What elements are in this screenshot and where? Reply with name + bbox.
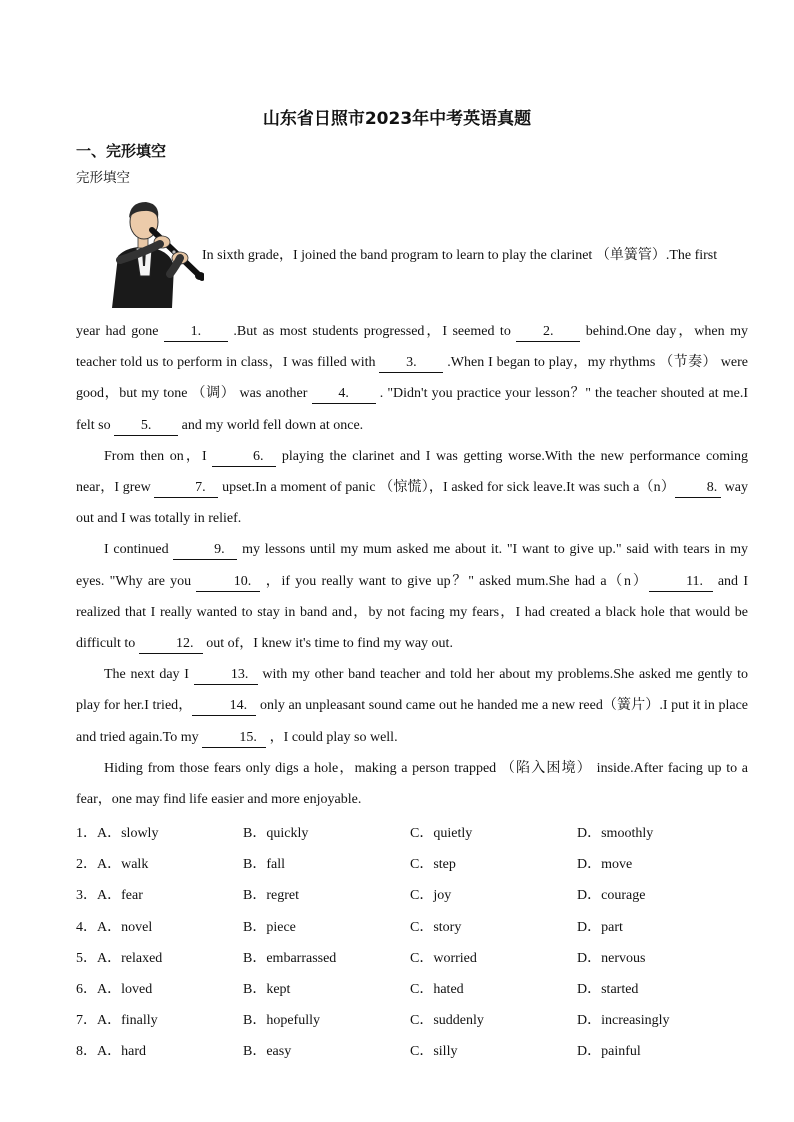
passage-text: ，if you really want to give up？" asked mum.She had a（n） xyxy=(260,573,649,589)
option-a[interactable]: 1．A．slowly xyxy=(76,826,159,841)
option-c[interactable]: C．step xyxy=(410,857,456,873)
blank-10[interactable]: 10. xyxy=(196,573,260,592)
passage-text: and my world fell down at once. xyxy=(178,417,364,433)
option-row xyxy=(76,1003,756,1034)
passage-text: . "Didn't you practice your lesson？" the teacher shouted at me.I felt so xyxy=(76,386,749,433)
option-row xyxy=(76,878,756,909)
passage-text: ，I could play so well. xyxy=(266,729,398,745)
passage-text: upset.In a moment of panic （惊慌），I asked for sick leave.It was such a（n） xyxy=(218,480,675,496)
blank-7[interactable]: 7. xyxy=(154,479,218,498)
option-b[interactable]: B．regret xyxy=(243,888,299,904)
option-row xyxy=(76,941,756,972)
passage-text: From then on，I xyxy=(104,448,213,464)
paragraph-5: Hiding from those fears only digs a hole，making a person trapped （陷入困境） inside.After facing up to a fear，one may find life easier and more enjoyable. xyxy=(76,760,748,808)
section-heading: 一、完形填空 xyxy=(76,142,167,160)
option-d[interactable]: D．courage xyxy=(577,888,646,904)
option-row xyxy=(76,1034,756,1065)
option-row xyxy=(76,972,756,1003)
passage-text: behind.One day，when my teacher told us to perform in class，I was filled with xyxy=(76,324,748,371)
passage-intro-line: In sixth grade，I joined the band program to learn to play the clarinet （单簧管）.The first xyxy=(202,248,718,263)
option-a[interactable]: 8．A．hard xyxy=(76,1044,146,1060)
blank-5[interactable]: 5. xyxy=(114,417,178,436)
blank-6[interactable]: 6. xyxy=(212,448,276,467)
passage-text: way out and I was totally in relief. xyxy=(76,480,748,527)
blank-12[interactable]: 12. xyxy=(139,635,203,654)
option-c[interactable]: C．worried xyxy=(410,950,477,966)
option-b[interactable]: B．quickly xyxy=(243,826,309,841)
page-title: 山东省日照市2023年中考英语真题 xyxy=(262,109,532,129)
option-d[interactable]: D．nervous xyxy=(577,950,646,966)
blank-13[interactable]: 13. xyxy=(194,666,258,685)
blank-1[interactable]: 1. xyxy=(164,323,228,342)
option-c[interactable]: C．suddenly xyxy=(410,1013,484,1029)
option-b[interactable]: B．easy xyxy=(243,1044,292,1060)
answer-options xyxy=(76,816,756,1066)
blank-14[interactable]: 14. xyxy=(192,697,256,716)
option-c[interactable]: C．story xyxy=(410,919,462,935)
passage-text: .But as most students progressed，I seemed to xyxy=(227,324,517,339)
option-row xyxy=(76,910,756,941)
blank-15[interactable]: 15. xyxy=(202,729,266,748)
option-d[interactable]: D．started xyxy=(577,981,639,997)
option-row xyxy=(76,816,756,847)
passage-text: year had gone xyxy=(76,324,164,339)
option-a[interactable]: 4．A．novel xyxy=(76,919,153,935)
section-subheading: 完形填空 xyxy=(76,170,130,186)
paragraph-3 xyxy=(76,534,748,659)
option-d[interactable]: D．smoothly xyxy=(577,826,654,841)
cloze-passage xyxy=(76,316,748,815)
option-c[interactable]: C．silly xyxy=(410,1044,458,1060)
passage-text: I continued xyxy=(104,542,174,558)
option-a[interactable]: 6．A．loved xyxy=(76,981,153,997)
option-c[interactable]: C．hated xyxy=(410,981,464,997)
option-row xyxy=(76,847,756,878)
option-b[interactable]: B．embarrassed xyxy=(243,950,337,966)
paragraph-1 xyxy=(76,316,748,441)
option-d[interactable]: D．move xyxy=(577,857,633,873)
passage-text: with my other band teacher and told her about my problems.She asked me gently to play for her.I tried， xyxy=(76,667,748,714)
blank-2[interactable]: 2. xyxy=(516,323,580,342)
option-b[interactable]: B．hopefully xyxy=(243,1013,320,1029)
option-b[interactable]: B．kept xyxy=(243,981,291,997)
passage-text: and I realized that I really wanted to stay in band and，by not facing my fears，I had created a black hole that would be difficult to xyxy=(76,573,748,652)
option-b[interactable]: B．fall xyxy=(243,857,285,873)
option-a[interactable]: 2．A．walk xyxy=(76,857,149,873)
blank-8[interactable]: 8. xyxy=(675,479,721,498)
option-c[interactable]: C．joy xyxy=(410,888,452,904)
blank-9[interactable]: 9. xyxy=(173,541,237,560)
option-c[interactable]: C．quietly xyxy=(410,826,473,841)
option-d[interactable]: D．part xyxy=(577,919,623,935)
passage-text: my lessons until my mum asked me about it. "I want to give up." said with tears in my eyes. "Why are you xyxy=(76,542,748,589)
clarinet-player-illustration xyxy=(100,196,204,308)
blank-11[interactable]: 11. xyxy=(649,573,713,592)
passage-text: out of，I knew it's time to find my way out. xyxy=(202,636,453,652)
passage-text: playing the clarinet and I was getting worse.With the new performance coming near，I grew xyxy=(76,448,749,496)
passage-text: .When I began to play，my rhythms （节奏） were good，but my tone （调） was another xyxy=(76,355,748,402)
blank-3[interactable]: 3. xyxy=(379,354,443,373)
option-d[interactable]: D．increasingly xyxy=(577,1013,670,1029)
passage-text: The next day I xyxy=(104,667,194,683)
passage-text: only an unpleasant sound came out he handed me a new reed（簧片）.I put it in place and tried again.To my xyxy=(76,698,748,745)
blank-4[interactable]: 4. xyxy=(312,385,376,404)
option-a[interactable]: 5．A．relaxed xyxy=(76,950,163,966)
option-b[interactable]: B．piece xyxy=(243,919,296,935)
option-a[interactable]: 3．A．fear xyxy=(76,888,143,904)
option-d[interactable]: D．painful xyxy=(577,1044,641,1060)
paragraph-4 xyxy=(76,659,748,753)
option-a[interactable]: 7．A．finally xyxy=(76,1013,158,1029)
paragraph-2 xyxy=(76,441,748,535)
